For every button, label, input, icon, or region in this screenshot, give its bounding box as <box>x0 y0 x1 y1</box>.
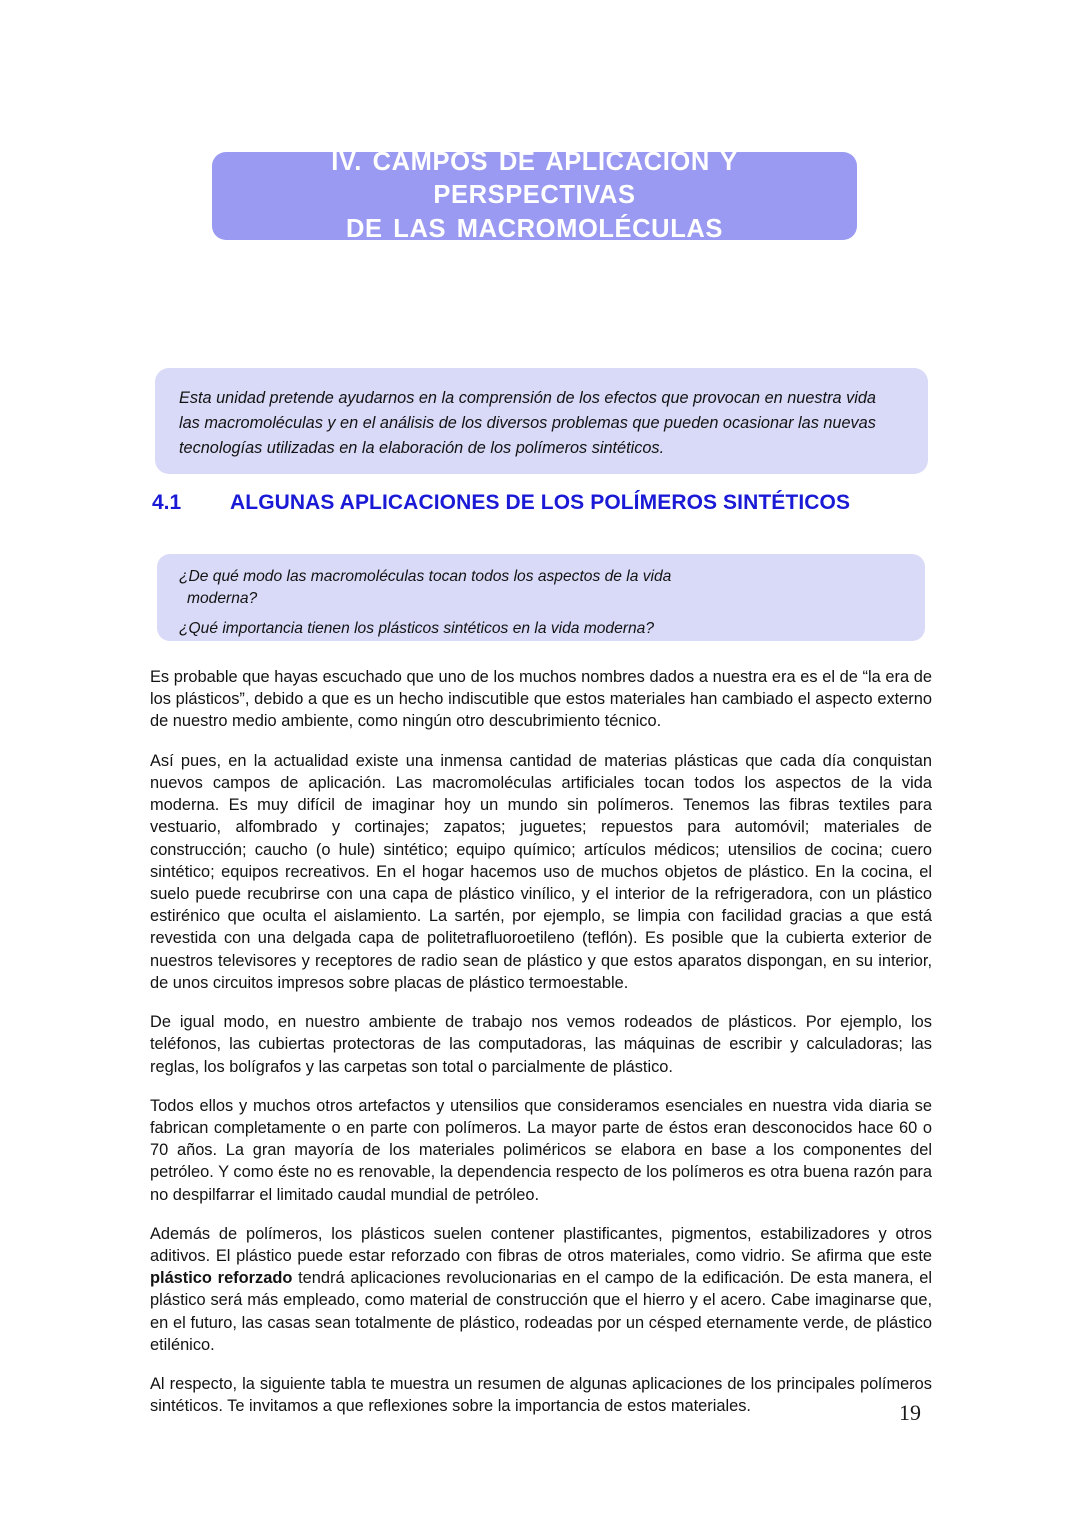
chapter-title-line-1: IV. CAMPOS DE APLICACIÓN Y PERSPECTIVAS <box>331 147 738 210</box>
body-paragraph-5-emphasis: plástico reforzado <box>150 1269 293 1288</box>
section-heading <box>152 491 942 515</box>
chapter-title-banner <box>212 147 857 243</box>
body-text-column <box>150 666 932 1418</box>
chapter-title-line-2: DE LAS MACROMOLÉCULAS <box>345 214 723 243</box>
body-paragraph-2: Así pues, en la actualidad existe una inmensa cantidad de materias plásticas que cada día conquistan nuevos campos de aplicación. Las macromoléculas artificiales tocan todos los aspectos de la vida moderna. Es muy difícil de imaginar hoy un mundo sin polímeros. Tenemos las fibras textiles para vestuario, alfombrado y cortinajes; zapatos; juguetes; repuestos para automóvil; materiales de construcción; caucho (o hule) sintético; equipo químico; artículos médicos; utensilios de cocina; cuero sintético; equipos recreativos. En el hogar hacemos uso de muchos objetos de plástico. En la cocina, el suelo puede recubrirse con una capa de plástico vinílico, y el interior de la refrigeradora, con un plástico estirénico que oculta el aislamiento. La sartén, por ejemplo, se limpia con facilidad gracias a que está revestida con una delgada capa de politetrafluoroetileno (teflón). Es posible que la cubierta exterior de nuestros televisores y receptores de radio sean de plástico y que estos aparatos dispongan, en su interior, de unos circuitos impresos sobre placas de plástico termoestable. <box>150 751 932 992</box>
chapter-title-text <box>238 146 831 247</box>
body-paragraph-4: Todos ellos y muchos otros artefactos y utensilios que consideramos esenciales en nuestra vida diaria se fabrican completamente o en parte con polímeros. La mayor parte de éstos eran desconocidos hace 60 o 70 años. La gran mayoría de los materiales poliméricos se elabora en base a los componentes del petróleo. Y como éste no es renovable, la dependencia respecto de los polímeros es otra buena razón para no despilfarrar el limitado caudal mundial de petróleo. <box>150 1096 932 1204</box>
body-paragraph-5 <box>150 1223 932 1356</box>
guiding-question-1-line-1: ¿De qué modo las macromoléculas tocan todos los aspectos de la vida <box>179 568 672 585</box>
unit-intro-box <box>155 368 928 474</box>
guiding-questions-box <box>157 554 925 641</box>
unit-intro-text: Esta unidad pretende ayudarnos en la comprensión de los efectos que provocan en nuestra vida las macromoléculas y en el análisis de los diversos problemas que pueden ocasionar las nuevas tecnologías utilizadas en la elaboración de los polímeros sintéticos. <box>179 389 876 457</box>
guiding-question-1 <box>179 566 899 610</box>
body-paragraph-1: Es probable que hayas escuchado que uno de los muchos nombres dados a nuestra era es el de “la era de los plásticos”, debido a que es un hecho indiscutible que estos materiales han cambiado el aspecto externo de nuestro medio ambiente, como ningún otro descubrimiento técnico. <box>150 668 932 731</box>
body-paragraph-3: De igual modo, en nuestro ambiente de trabajo nos vemos rodeados de plásticos. Por ejemplo, los teléfonos, las cubiertas protectoras de las computadoras, las máquinas de escribir y calculadoras; las reglas, los bolígrafos y las carpetas son total o parcialmente de plástico. <box>150 1013 932 1076</box>
guiding-question-2: ¿Qué importancia tienen los plásticos sintéticos en la vida moderna? <box>179 620 654 638</box>
section-title: ALGUNAS APLICACIONES DE LOS POLÍMEROS SINTÉTICOS <box>230 491 851 514</box>
page-number: 19 <box>899 1400 921 1425</box>
body-paragraph-5-part-1: Además de polímeros, los plásticos suelen contener plastificantes, pigmentos, estabilizadores y otros aditivos. El plástico puede estar reforzado con fibras de otros materiales, como vidrio. Se afirma que este <box>150 1224 932 1266</box>
body-paragraph-6: Al respecto, la siguiente tabla te muestra un resumen de algunas aplicaciones de los principales polímeros sintéticos. Te invitamos a que reflexiones sobre la importancia de estos materiales. <box>150 1375 932 1416</box>
body-paragraph-5-part-2: tendrá aplicaciones revolucionarias en el campo de la edificación. De esta manera, el plástico será más empleado, como material de construcción que el hierro y el acero. Cabe imaginarse que, en el futuro, las casas sean totalmente de plástico, rodeadas por un césped eternamente verde, de plástico etilénico. <box>150 1269 933 1354</box>
section-number: 4.1 <box>152 491 182 514</box>
guiding-question-1-line-2: moderna? <box>187 590 258 608</box>
